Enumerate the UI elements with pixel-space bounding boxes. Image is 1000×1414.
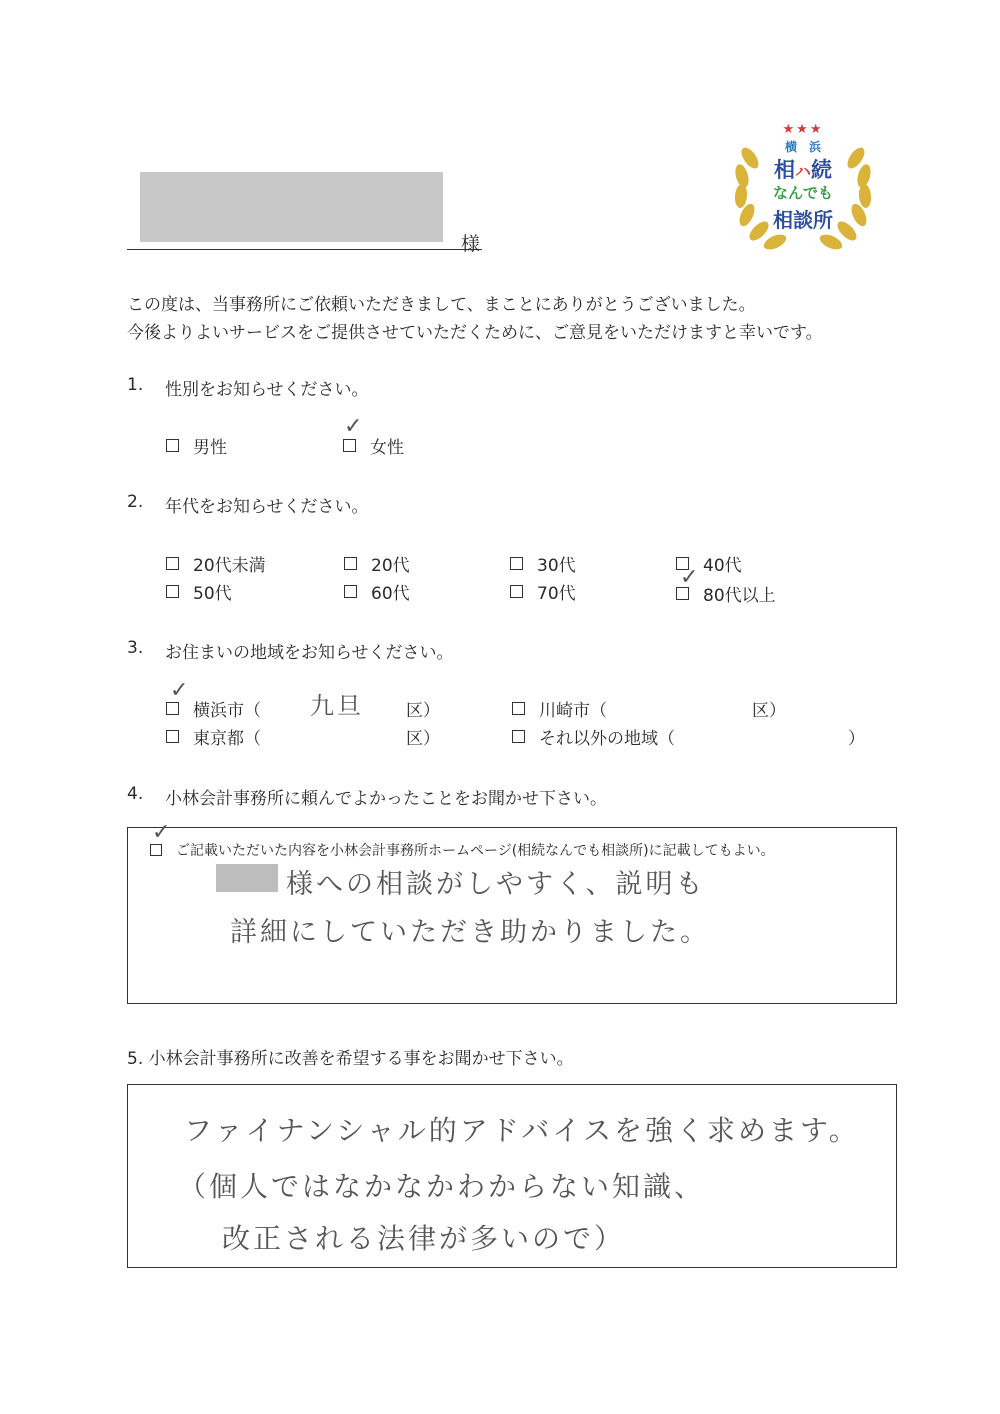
intro-line-1: この度は、当事務所にご依頼いただきまして、まことにありがとうございました。 — [127, 295, 756, 315]
option-label: 30代 — [537, 556, 576, 576]
q3-number: 3. — [127, 638, 144, 658]
logo-line4: 相談所 — [773, 208, 833, 232]
logo-line2-b: ハ — [794, 162, 811, 181]
other-close: ） — [848, 729, 865, 749]
option-label: 東京都（ — [193, 729, 261, 749]
q1-option-male[interactable] — [166, 433, 227, 458]
q5-answer-line-2: （個人ではなかなかわからない知識、 — [178, 1170, 706, 1203]
checkbox-checked[interactable] — [166, 702, 179, 715]
option-label: 70代 — [537, 584, 576, 604]
checkbox[interactable] — [512, 702, 525, 715]
checkbox[interactable] — [166, 585, 179, 598]
checkmark-icon: ✓ — [680, 565, 699, 590]
q3-option-tokyo[interactable] — [166, 724, 261, 749]
checkbox[interactable] — [510, 585, 523, 598]
q2-question: 年代をお知らせください。 — [165, 497, 369, 517]
q1-question: 性別をお知らせください。 — [165, 380, 369, 400]
checkbox[interactable] — [344, 585, 357, 598]
checkbox[interactable] — [344, 557, 357, 570]
q2-option-20s[interactable] — [344, 551, 410, 576]
option-label: 60代 — [371, 584, 410, 604]
checkbox[interactable] — [512, 730, 525, 743]
option-label: それ以外の地域（ — [539, 729, 675, 749]
checkmark-icon: ✓ — [344, 414, 363, 439]
logo-line3: なんでも — [772, 184, 833, 202]
q4-answer-line-2: 詳細にしていただき助かりました。 — [230, 917, 710, 948]
q5-answer-line-3: 改正される法律が多いので） — [222, 1222, 626, 1255]
name-underline — [127, 249, 482, 250]
logo-line2-c: 続 — [811, 158, 832, 182]
ward-close: 区） — [752, 701, 786, 721]
q5-answer-line-1: ファイナンシャル的アドバイスを強く求めます。 — [184, 1114, 860, 1147]
logo-line1: 横 浜 — [784, 140, 821, 154]
ward-close: 区） — [406, 701, 440, 721]
checkbox-checked[interactable] — [150, 844, 162, 856]
q3-option-kawasaki[interactable] — [512, 696, 607, 721]
option-label: 女性 — [370, 438, 404, 458]
option-label: 川崎市（ — [539, 701, 607, 721]
consent-label: ご記載いただいた内容を小林会計事務所ホームページ(相続なんでも相談所)に記載してもよい。 — [176, 843, 775, 859]
checkmark-icon: ✓ — [152, 820, 171, 845]
q3-question: お住まいの地域をお知らせください。 — [165, 643, 454, 663]
checkbox[interactable] — [166, 439, 179, 452]
option-label: 横浜市（ — [193, 701, 261, 721]
q4-number: 4. — [127, 784, 144, 804]
q5-answer-box[interactable] — [127, 1084, 897, 1268]
logo — [728, 118, 878, 258]
redacted-name — [216, 864, 278, 892]
q5-question: 5. 小林会計事務所に改善を希望する事をお聞かせ下さい。 — [127, 1049, 574, 1069]
q3-option-other[interactable] — [512, 724, 675, 749]
logo-line2 — [728, 154, 878, 184]
checkbox-checked[interactable] — [343, 439, 356, 452]
q2-option-50s[interactable] — [166, 579, 232, 604]
q2-option-30s[interactable] — [510, 551, 576, 576]
q4-question: 小林会計事務所に頼んでよかったことをお聞かせ下さい。 — [165, 789, 607, 809]
option-label: 50代 — [193, 584, 232, 604]
option-label: 80代以上 — [703, 586, 776, 606]
intro-line-2: 今後よりよいサービスをご提供させていただくために、ご意見をいただけますと幸いです。 — [127, 323, 823, 343]
logo-line2-a: 相 — [773, 158, 795, 182]
logo-stars: ★★★ — [782, 122, 824, 137]
q2-option-under20[interactable] — [166, 551, 266, 576]
checkbox[interactable] — [510, 557, 523, 570]
honorific-suffix: 様 — [461, 233, 481, 255]
checkbox[interactable] — [166, 730, 179, 743]
handwritten-ward: 九旦 — [310, 692, 364, 720]
checkmark-icon: ✓ — [170, 678, 189, 703]
q2-option-60s[interactable] — [344, 579, 410, 604]
option-label: 40代 — [703, 556, 742, 576]
q2-number: 2. — [127, 492, 144, 512]
ward-close: 区） — [406, 729, 440, 749]
option-label: 20代未満 — [193, 556, 266, 576]
option-label: 20代 — [371, 556, 410, 576]
q2-option-70s[interactable] — [510, 579, 576, 604]
option-label: 男性 — [193, 438, 227, 458]
checkbox[interactable] — [166, 557, 179, 570]
q4-answer-box[interactable] — [127, 820, 897, 1004]
customer-name-redacted — [140, 172, 443, 242]
q4-answer-line-1: 様への相談がしやすく、説明も — [286, 869, 706, 900]
q1-number: 1. — [127, 375, 144, 395]
consent-option[interactable] — [150, 840, 775, 860]
